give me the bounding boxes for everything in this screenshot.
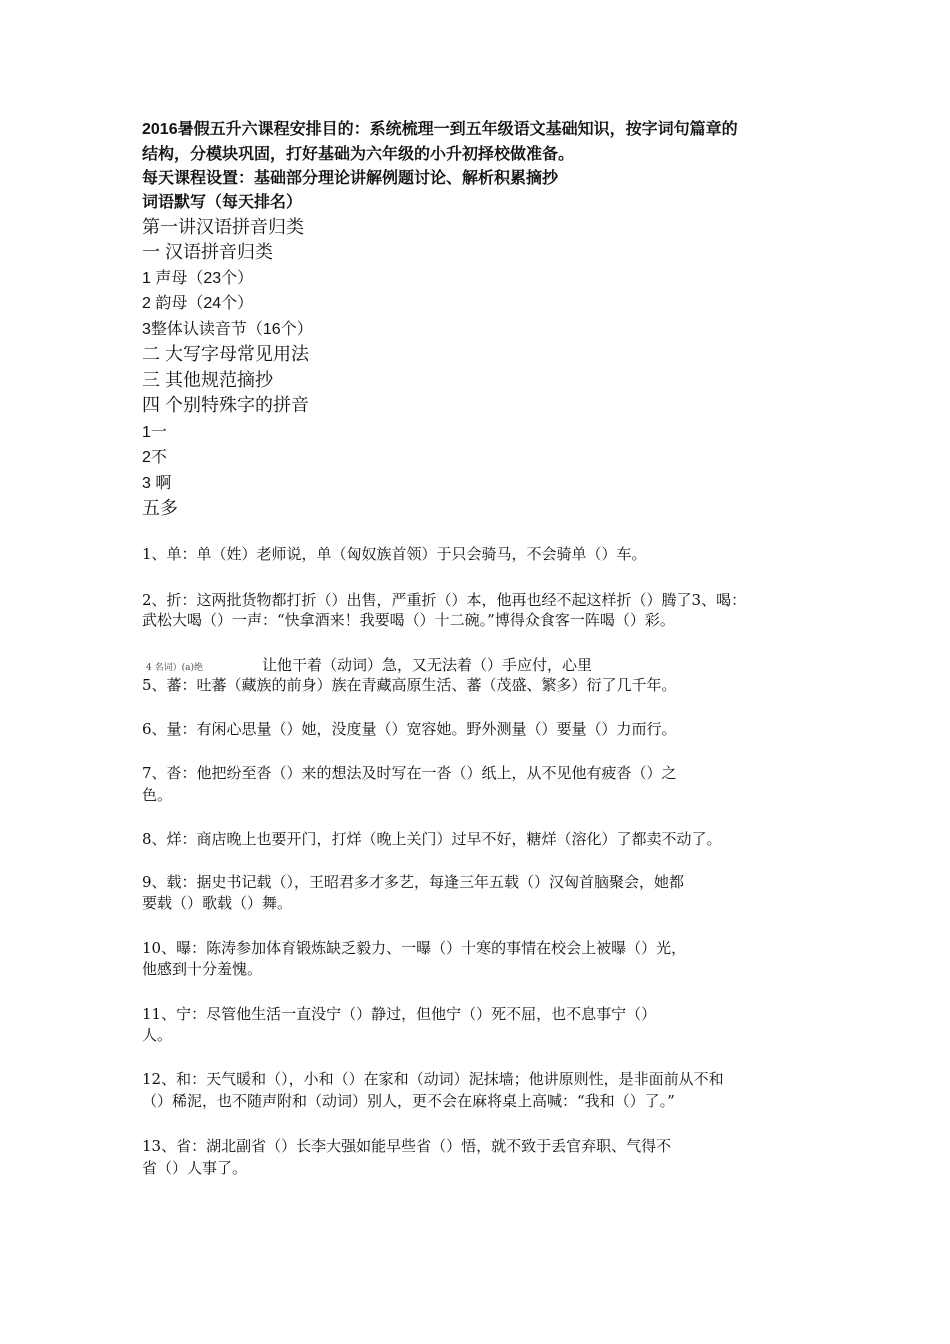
section-1-heading: 一 汉语拼音归类 bbox=[142, 242, 274, 262]
exercise-1: 1、单：单（姓）老师说，单（匈奴族首领）于只会骑马，不会骑单（）车。 bbox=[142, 545, 647, 563]
outline-item-3: 3整体认读音节（16个） bbox=[142, 321, 313, 338]
section-3-heading: 三 其他规范摘抄 bbox=[142, 370, 274, 390]
special-char-1: 1一 bbox=[142, 424, 167, 441]
special-char-3: 3 啊 bbox=[142, 475, 172, 492]
exercise-13-line-1: 13、省：湖北副省（）长李大强如能早些省（）悟，就不致于丢官弃职、气得不 bbox=[142, 1137, 672, 1155]
exercise-4: 让他干着（动词）急，又无法着（）手应付，心里 bbox=[262, 656, 593, 674]
outline-item-1: 1 声母（23个） bbox=[142, 270, 254, 287]
exercise-2-line-1: 2、折：这两批货物都打折（）出售，严重折（）本，他再也经不起这样折（）腾了3、喝： bbox=[142, 591, 747, 609]
lecture-title: 第一讲汉语拼音归类 bbox=[142, 217, 304, 237]
exercise-2-line-2: 武松大喝（）一声：“快拿酒来！我要喝（）十二碗。”博得众食客一阵喝（）彩。 bbox=[142, 611, 675, 629]
exercise-9-line-2: 要载（）歌载（）舞。 bbox=[142, 894, 293, 912]
exercise-6: 6、量：有闲心思量（）她，没度量（）宽容她。野外测量（）要量（）力而行。 bbox=[142, 720, 677, 738]
section-4-heading: 四 个别特殊字的拼音 bbox=[142, 395, 310, 415]
exercise-5: 5、蕃：吐蕃（藏族的前身）族在青藏高原生活、蕃（茂盛、繁多）衍了几千年。 bbox=[142, 676, 677, 694]
exercise-10-line-1: 10、曝：陈涛参加体育锻炼缺乏毅力、一曝（）十寒的事情在校会上被曝（）光， bbox=[142, 939, 687, 957]
outline-item-2: 2 韵母（24个） bbox=[142, 295, 254, 312]
section-2-heading: 二 大写字母常见用法 bbox=[142, 344, 310, 364]
intro-line-2: 结构，分模块巩固，打好基础为六年级的小升初择校做准备。 bbox=[142, 146, 575, 163]
special-char-2: 2不 bbox=[142, 449, 167, 466]
exercise-9-line-1: 9、载：据史书记载（），王昭君多才多艺，每逢三年五载（）汉匈首脑聚会，她都 bbox=[142, 873, 685, 891]
intro-line-3: 每天课程设置：基础部分理论讲解例题讨论、解析积累摘抄 bbox=[142, 170, 559, 187]
exercise-8: 8、烊：商店晚上也要开门，打烊（晚上关门）过早不好，糖烊（溶化）了都卖不动了。 bbox=[142, 830, 722, 848]
exercise-10-line-2: 他感到十分羞愧。 bbox=[142, 960, 263, 978]
exercise-11-line-2: 人。 bbox=[142, 1026, 173, 1044]
exercise-12-line-1: 12、和：天气暖和（），小和（）在家和（动词）泥抹墙；他讲原则性，是非面前从不和 bbox=[142, 1070, 724, 1088]
exercise-7-line-1: 7、沓：他把纷至沓（）来的想法及时写在一沓（）纸上，从不见他有疲沓（）之 bbox=[142, 764, 677, 782]
exercise-7-line-2: 色。 bbox=[142, 786, 173, 804]
exercise-13-line-2: 省（）人事了。 bbox=[142, 1159, 248, 1177]
exercise-11-line-1: 11、宁：尽管他生活一直没宁（）静过，但他宁（）死不屈，也不息事宁（） bbox=[142, 1005, 657, 1023]
section-5-heading: 五多 bbox=[142, 498, 178, 518]
intro-line-1: 2016暑假五升六课程安排目的：系统梳理一到五年级语文基础知识，按字词句篇章的 bbox=[142, 121, 738, 138]
exercise-4-garbled-prefix: 4 名词）(a)绝 bbox=[146, 663, 203, 673]
intro-line-4: 词语默写（每天排名） bbox=[142, 194, 303, 211]
exercise-12-line-2: （）稀泥，也不随声附和（动词）别人，更不会在麻将桌上高喊：“我和（）了。” bbox=[142, 1092, 675, 1110]
